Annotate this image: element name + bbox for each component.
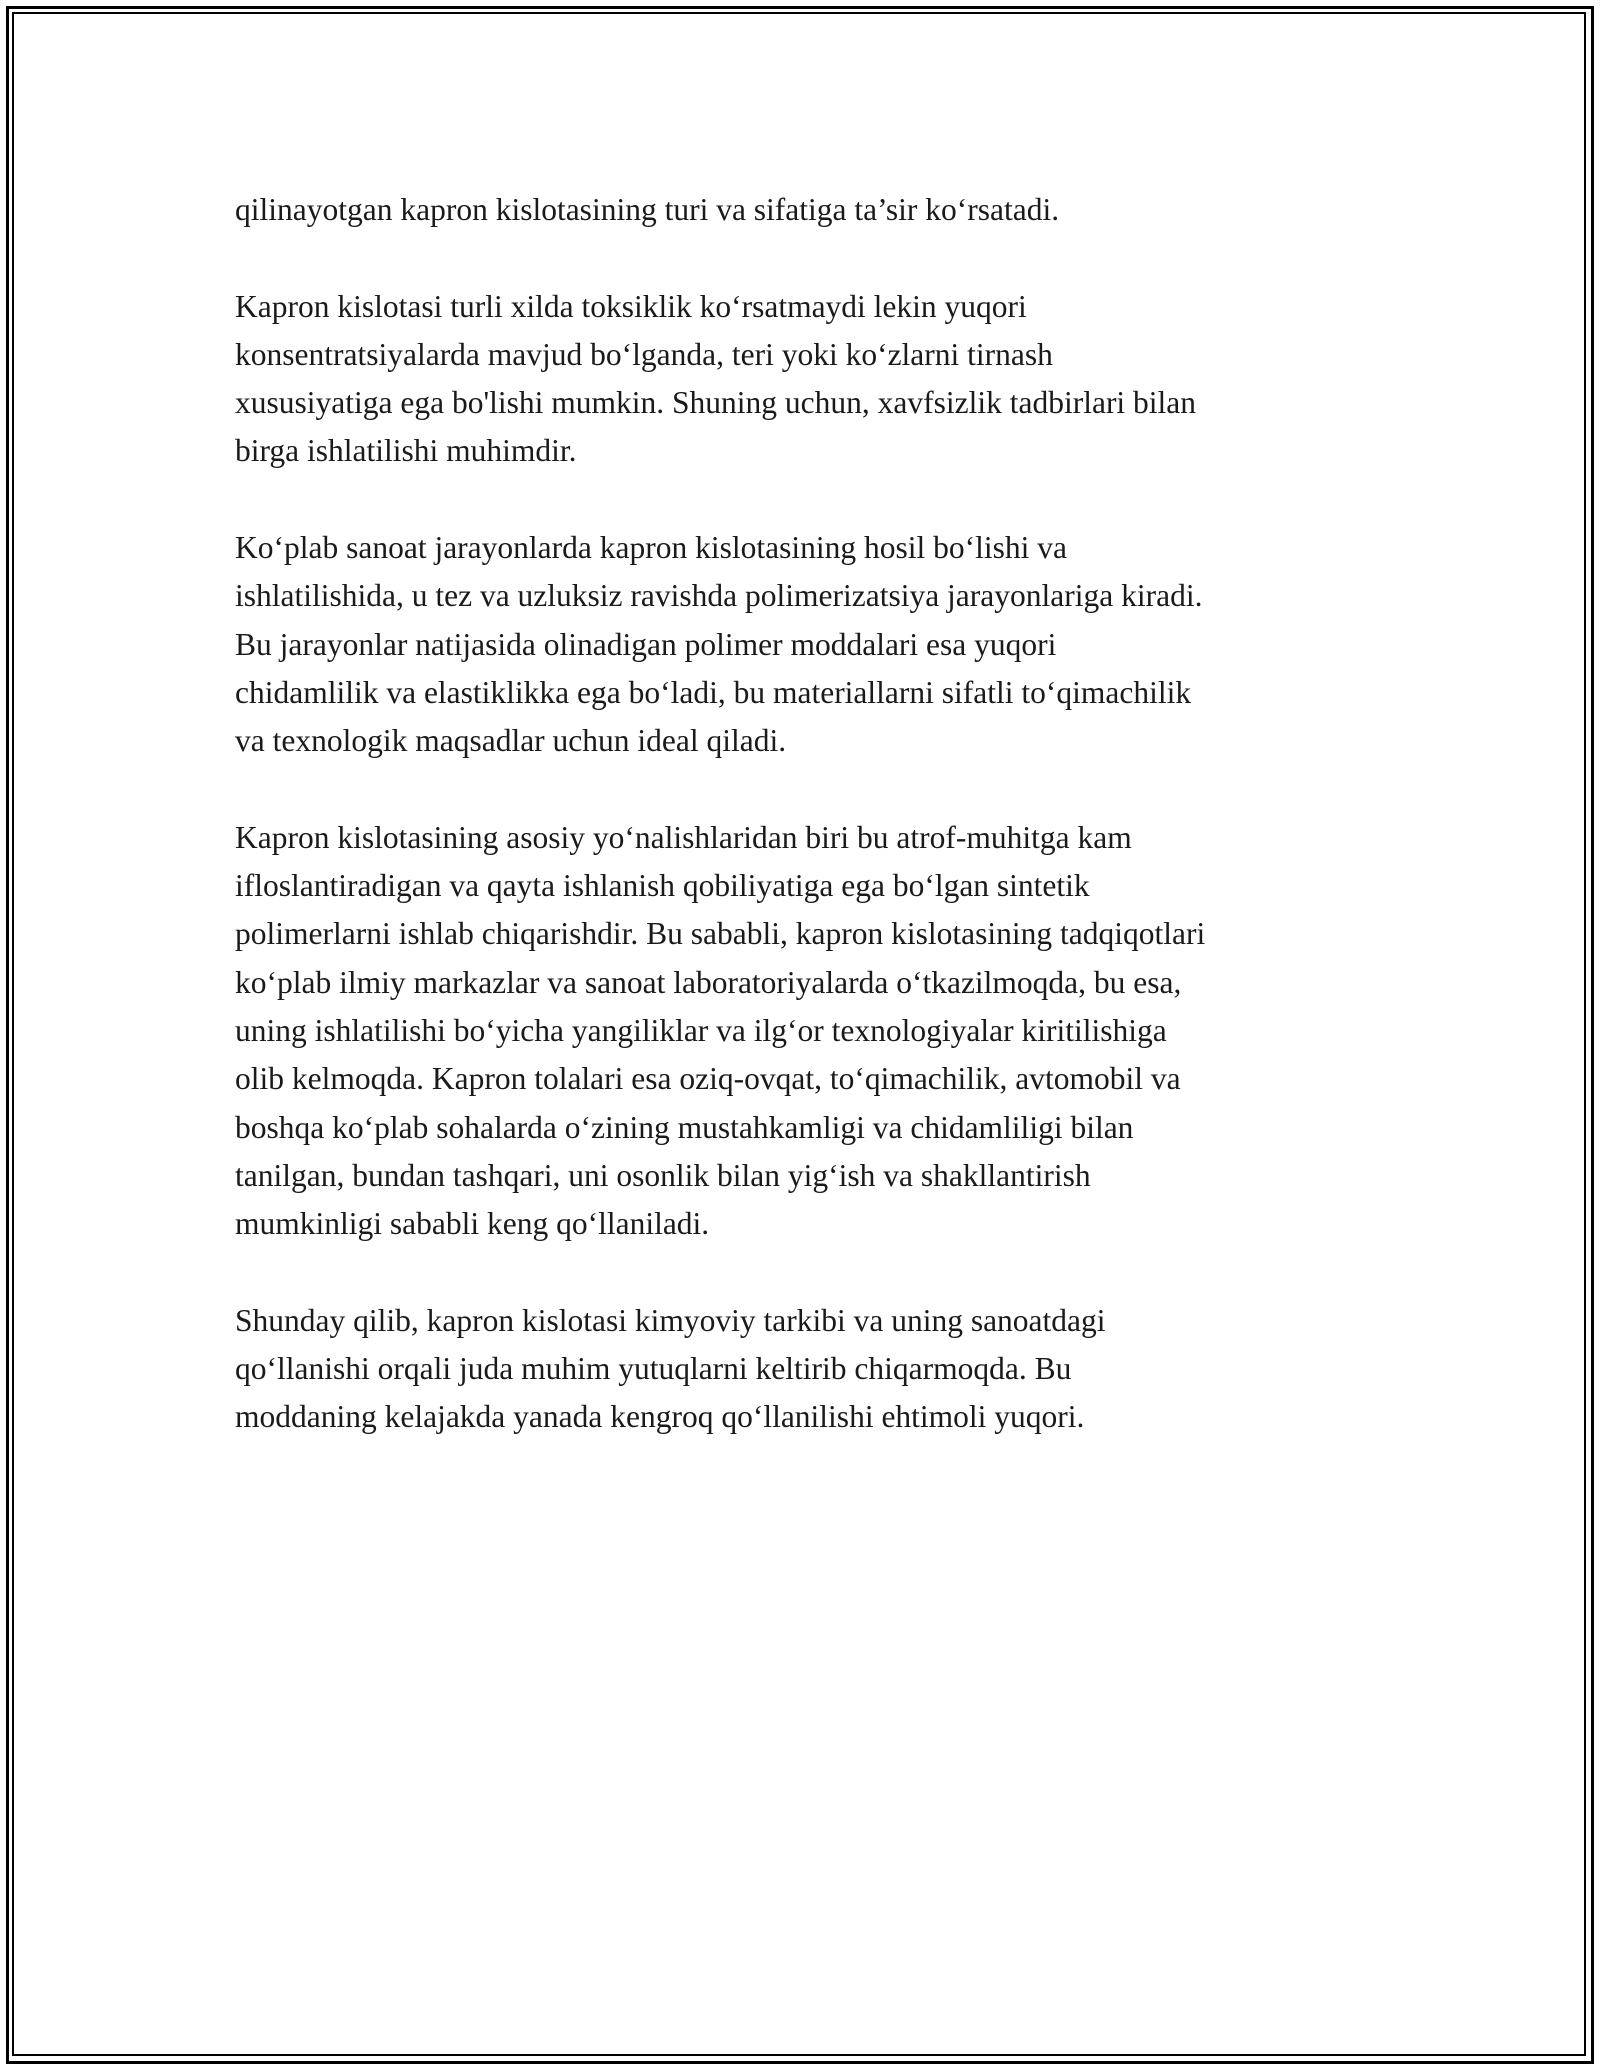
paragraph-5 — [235, 1297, 1375, 1442]
text-line: konsentratsiyalarda mavjud bo‘lganda, teri yoki ko‘zlarni tirnash — [235, 336, 1053, 372]
paragraph-4 — [235, 814, 1375, 1249]
text-line: tanilgan, bundan tashqari, uni osonlik bilan yig‘ish va shakllantirish — [235, 1157, 1091, 1193]
text-line: ko‘plab ilmiy markazlar va sanoat laboratoriyalarda o‘tkazilmoqda, bu esa, — [235, 964, 1182, 1000]
text-line: boshqa ko‘plab sohalarda o‘zining mustahkamligi va chidamliligi bilan — [235, 1109, 1134, 1145]
paragraph-2 — [235, 283, 1375, 476]
text-line: uning ishlatilishi bo‘yicha yangiliklar va ilg‘or texnologiyalar kiritilishiga — [235, 1013, 1167, 1049]
text-line: ishlatilishida, u tez va uzluksiz ravishda polimerizatsiya jarayonlariga kiradi. — [235, 578, 1203, 614]
text-line: chidamlilik va elastiklikka ega bo‘ladi, bu materiallarni sifatli to‘qimachilik — [235, 674, 1192, 710]
text-line: Kapron kislotasi turli xilda toksiklik ko‘rsatmaydi lekin yuqori — [235, 288, 1027, 324]
text-line: Ko‘plab sanoat jarayonlarda kapron kislotasining hosil bo‘lishi va — [235, 530, 1067, 566]
text-line: qilinayotgan kapron kislotasining turi va sifatiga ta’sir ko‘rsatadi. — [235, 192, 1060, 227]
text-line: birga ishlatilishi muhimdir. — [235, 433, 577, 469]
text-line: mumkinligi sababli keng qo‘llaniladi. — [235, 1206, 710, 1242]
text-line: olib kelmoqda. Kapron tolalari esa oziq-ovqat, to‘qimachilik, avtomobil va — [235, 1061, 1181, 1097]
text-line: Shunday qilib, kapron kislotasi kimyoviy tarkibi va uning sanoatdagi — [235, 1302, 1106, 1338]
text-line: ifloslantiradigan va qayta ishlanish qobiliyatiga ega bo‘lgan sintetik — [235, 868, 1090, 904]
text-line: moddaning kelajakda yanada kengroq qo‘llanilishi ehtimoli yuqori. — [235, 1399, 1085, 1435]
text-line: Kapron kislotasining asosiy yo‘nalishlaridan biri bu atrof-muhitga kam — [235, 819, 1132, 855]
paragraph-3 — [235, 524, 1375, 765]
paragraph-1 — [235, 186, 1375, 234]
text-line: polimerlarni ishlab chiqarishdir. Bu sababli, kapron kislotasining tadqiqotlari — [235, 916, 1206, 952]
text-line: Bu jarayonlar natijasida olinadigan polimer moddalari esa yuqori — [235, 626, 1057, 662]
text-line: xususiyatiga ega bo'lishi mumkin. Shuning uchun, xavfsizlik tadbirlari bilan — [235, 385, 1197, 421]
document-body — [235, 186, 1375, 1490]
text-line: qo‘llanishi orqali juda muhim yutuqlarni keltirib chiqarmoqda. Bu — [235, 1351, 1072, 1387]
text-line: va texnologik maqsadlar uchun ideal qiladi. — [235, 723, 787, 759]
